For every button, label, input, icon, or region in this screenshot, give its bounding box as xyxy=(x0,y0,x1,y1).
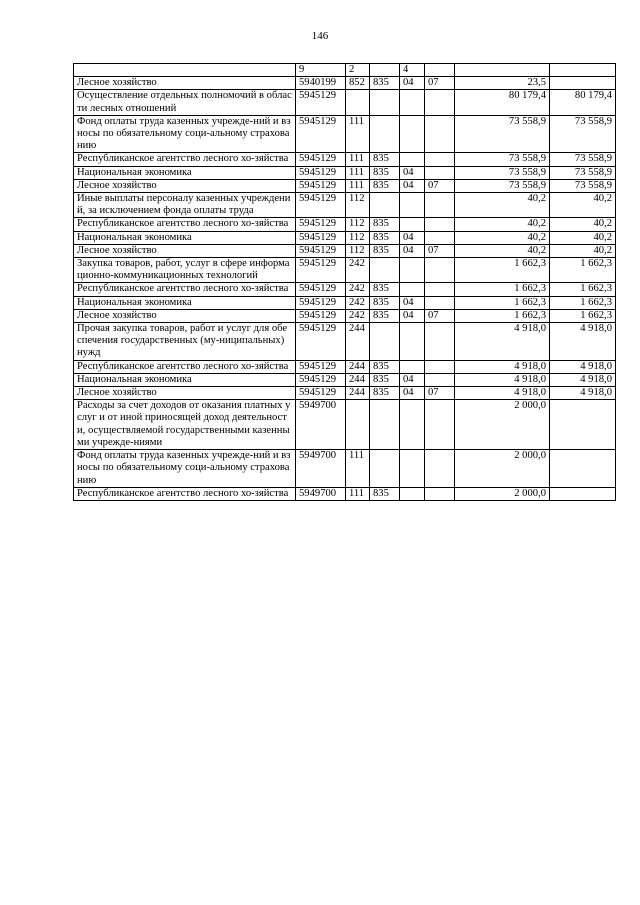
table-row xyxy=(74,193,616,218)
cell-sum-1: 73 558,9 xyxy=(455,153,550,166)
cell-expense-type: 242 xyxy=(346,309,370,322)
cell-expense-type xyxy=(346,400,370,450)
cell-target-article: 5945129 xyxy=(296,296,346,309)
cell-name: Прочая закупка товаров, работ и услуг для обеспечения государственных (му-ниципальных) нужд xyxy=(74,323,296,361)
cell-target-article: 5945129 xyxy=(296,218,346,231)
cell-section xyxy=(400,258,425,283)
cell-sum-1: 73 558,9 xyxy=(455,115,550,153)
cell-subsection xyxy=(425,323,455,361)
cell-sum-1: 40,2 xyxy=(455,244,550,257)
cell-expense-type: 111 xyxy=(346,153,370,166)
cell-sum-2: 73 558,9 xyxy=(550,179,616,192)
cell-expense-type: 242 xyxy=(346,283,370,296)
cell-target-article: 5945129 xyxy=(296,283,346,296)
cell-subsection xyxy=(425,231,455,244)
cell-sum-2 xyxy=(550,400,616,450)
cell-section: 04 xyxy=(400,387,425,400)
cell-target-article: 5945129 xyxy=(296,323,346,361)
cell-sum-1: 4 918,0 xyxy=(455,387,550,400)
cell-subsection xyxy=(425,296,455,309)
cell-target-article: 5945129 xyxy=(296,166,346,179)
cell-sum-2 xyxy=(550,77,616,90)
table-row xyxy=(74,90,616,115)
cell-section: 04 xyxy=(400,179,425,192)
table-row xyxy=(74,373,616,386)
cell-target-article: 5945129 xyxy=(296,244,346,257)
cell-sum-2 xyxy=(550,64,616,77)
cell-expense-type: 242 xyxy=(346,258,370,283)
cell-administrator: 835 xyxy=(370,387,400,400)
cell-expense-type: 111 xyxy=(346,179,370,192)
cell-subsection: 07 xyxy=(425,244,455,257)
cell-section xyxy=(400,400,425,450)
cell-section: 04 xyxy=(400,77,425,90)
cell-administrator xyxy=(370,400,400,450)
cell-sum-1 xyxy=(455,64,550,77)
cell-sum-1: 40,2 xyxy=(455,193,550,218)
cell-section: 04 xyxy=(400,309,425,322)
cell-target-article: 5945129 xyxy=(296,153,346,166)
cell-sum-2: 4 918,0 xyxy=(550,373,616,386)
cell-target-article: 5945129 xyxy=(296,387,346,400)
cell-administrator xyxy=(370,115,400,153)
cell-sum-1: 73 558,9 xyxy=(455,166,550,179)
cell-name: Осуществление отдельных полномочий в области лесных отношений xyxy=(74,90,296,115)
cell-target-article: 5949700 xyxy=(296,400,346,450)
cell-target-article: 5945129 xyxy=(296,193,346,218)
cell-name: Республиканское агентство лесного хо-зяйства xyxy=(74,283,296,296)
table-row xyxy=(74,166,616,179)
cell-administrator xyxy=(370,450,400,488)
cell-name: Национальная экономика xyxy=(74,373,296,386)
cell-administrator: 835 xyxy=(370,77,400,90)
cell-section xyxy=(400,487,425,500)
cell-sum-1: 23,5 xyxy=(455,77,550,90)
cell-subsection: 07 xyxy=(425,77,455,90)
cell-name: Лесное хозяйство xyxy=(74,244,296,257)
cell-expense-type: 852 xyxy=(346,77,370,90)
cell-name: Лесное хозяйство xyxy=(74,77,296,90)
cell-subsection xyxy=(425,258,455,283)
table-row xyxy=(74,218,616,231)
table-row xyxy=(74,450,616,488)
cell-subsection xyxy=(425,450,455,488)
cell-sum-2: 1 662,3 xyxy=(550,283,616,296)
cell-target-article: 5945129 xyxy=(296,231,346,244)
cell-target-article: 9 xyxy=(296,64,346,77)
cell-name: Фонд оплаты труда казенных учрежде-ний и взносы по обязательному соци-альному страхованию xyxy=(74,115,296,153)
cell-expense-type: 2 xyxy=(346,64,370,77)
cell-target-article: 5945129 xyxy=(296,309,346,322)
table-row xyxy=(74,309,616,322)
table-row xyxy=(74,387,616,400)
cell-section: 04 xyxy=(400,231,425,244)
cell-sum-2: 4 918,0 xyxy=(550,387,616,400)
cell-name: Республиканское агентство лесного хо-зяйства xyxy=(74,218,296,231)
cell-sum-1: 1 662,3 xyxy=(455,309,550,322)
cell-sum-2: 40,2 xyxy=(550,193,616,218)
cell-section: 04 xyxy=(400,373,425,386)
cell-sum-1: 4 918,0 xyxy=(455,323,550,361)
cell-administrator: 835 xyxy=(370,283,400,296)
table-row xyxy=(74,487,616,500)
cell-section: 4 xyxy=(400,64,425,77)
cell-name: Фонд оплаты труда казенных учрежде-ний и взносы по обязательному соци-альному страхованию xyxy=(74,450,296,488)
cell-administrator xyxy=(370,90,400,115)
cell-sum-1: 4 918,0 xyxy=(455,360,550,373)
cell-administrator xyxy=(370,258,400,283)
cell-expense-type: 112 xyxy=(346,193,370,218)
cell-sum-2: 40,2 xyxy=(550,244,616,257)
cell-sum-2: 73 558,9 xyxy=(550,166,616,179)
cell-section xyxy=(400,218,425,231)
cell-section xyxy=(400,323,425,361)
table-row xyxy=(74,231,616,244)
cell-section xyxy=(400,153,425,166)
table-row xyxy=(74,360,616,373)
cell-expense-type: 111 xyxy=(346,115,370,153)
table-row xyxy=(74,323,616,361)
budget-table xyxy=(73,63,616,501)
cell-section xyxy=(400,283,425,296)
table-row xyxy=(74,296,616,309)
cell-subsection: 07 xyxy=(425,309,455,322)
cell-subsection xyxy=(425,218,455,231)
cell-sum-1: 2 000,0 xyxy=(455,487,550,500)
cell-section: 04 xyxy=(400,296,425,309)
cell-section xyxy=(400,360,425,373)
cell-sum-2: 1 662,3 xyxy=(550,296,616,309)
cell-administrator: 835 xyxy=(370,487,400,500)
cell-administrator: 835 xyxy=(370,218,400,231)
table-row xyxy=(74,258,616,283)
table-row xyxy=(74,153,616,166)
cell-expense-type: 244 xyxy=(346,373,370,386)
cell-sum-2: 1 662,3 xyxy=(550,258,616,283)
cell-section: 04 xyxy=(400,166,425,179)
cell-name: Расходы за счет доходов от оказания платных услуг и от иной приносящей доход деятельности, осуществляемой государственными казенными учрежде-ниями xyxy=(74,400,296,450)
cell-subsection xyxy=(425,360,455,373)
table-row xyxy=(74,77,616,90)
cell-target-article: 5949700 xyxy=(296,450,346,488)
cell-subsection xyxy=(425,64,455,77)
table-row xyxy=(74,244,616,257)
cell-name: Республиканское агентство лесного хо-зяйства xyxy=(74,153,296,166)
cell-target-article: 5949700 xyxy=(296,487,346,500)
cell-subsection xyxy=(425,115,455,153)
cell-sum-2: 40,2 xyxy=(550,231,616,244)
table-body xyxy=(74,64,616,501)
cell-expense-type: 112 xyxy=(346,231,370,244)
cell-administrator xyxy=(370,323,400,361)
cell-subsection xyxy=(425,193,455,218)
cell-sum-2 xyxy=(550,487,616,500)
cell-subsection: 07 xyxy=(425,179,455,192)
cell-name: Закупка товаров, работ, услуг в сфере информационно-коммуникационных технологий xyxy=(74,258,296,283)
cell-sum-1: 1 662,3 xyxy=(455,258,550,283)
cell-expense-type: 112 xyxy=(346,244,370,257)
cell-administrator: 835 xyxy=(370,296,400,309)
cell-target-article: 5945129 xyxy=(296,373,346,386)
cell-sum-1: 73 558,9 xyxy=(455,179,550,192)
cell-expense-type: 112 xyxy=(346,218,370,231)
cell-administrator xyxy=(370,64,400,77)
table-row xyxy=(74,400,616,450)
cell-expense-type: 242 xyxy=(346,296,370,309)
cell-administrator: 835 xyxy=(370,244,400,257)
cell-expense-type: 244 xyxy=(346,323,370,361)
cell-expense-type: 244 xyxy=(346,360,370,373)
cell-expense-type: 111 xyxy=(346,166,370,179)
cell-name: Лесное хозяйство xyxy=(74,309,296,322)
cell-administrator: 835 xyxy=(370,309,400,322)
cell-sum-2: 73 558,9 xyxy=(550,115,616,153)
cell-administrator: 835 xyxy=(370,166,400,179)
cell-target-article: 5945129 xyxy=(296,258,346,283)
cell-administrator xyxy=(370,193,400,218)
page-number: 146 xyxy=(311,30,329,42)
cell-subsection xyxy=(425,487,455,500)
cell-sum-1: 2 000,0 xyxy=(455,400,550,450)
cell-subsection xyxy=(425,166,455,179)
cell-expense-type: 244 xyxy=(346,387,370,400)
cell-subsection xyxy=(425,283,455,296)
table-row xyxy=(74,115,616,153)
cell-sum-1: 80 179,4 xyxy=(455,90,550,115)
cell-subsection xyxy=(425,373,455,386)
cell-expense-type: 111 xyxy=(346,450,370,488)
cell-sum-1: 40,2 xyxy=(455,218,550,231)
cell-sum-2: 1 662,3 xyxy=(550,309,616,322)
cell-sum-1: 2 000,0 xyxy=(455,450,550,488)
cell-administrator: 835 xyxy=(370,360,400,373)
cell-administrator: 835 xyxy=(370,153,400,166)
table-row xyxy=(74,283,616,296)
cell-administrator: 835 xyxy=(370,373,400,386)
cell-section xyxy=(400,450,425,488)
cell-target-article: 5945129 xyxy=(296,115,346,153)
cell-section xyxy=(400,193,425,218)
cell-target-article: 5940199 xyxy=(296,77,346,90)
cell-name: Национальная экономика xyxy=(74,296,296,309)
cell-expense-type xyxy=(346,90,370,115)
cell-name xyxy=(74,64,296,77)
cell-subsection xyxy=(425,153,455,166)
cell-name: Национальная экономика xyxy=(74,231,296,244)
cell-section xyxy=(400,115,425,153)
cell-sum-2: 73 558,9 xyxy=(550,153,616,166)
cell-sum-2: 4 918,0 xyxy=(550,323,616,361)
cell-subsection: 07 xyxy=(425,387,455,400)
cell-name: Лесное хозяйство xyxy=(74,179,296,192)
cell-section xyxy=(400,90,425,115)
table-row xyxy=(74,179,616,192)
cell-sum-2: 4 918,0 xyxy=(550,360,616,373)
cell-administrator: 835 xyxy=(370,179,400,192)
cell-sum-1: 4 918,0 xyxy=(455,373,550,386)
cell-sum-2: 80 179,4 xyxy=(550,90,616,115)
cell-administrator: 835 xyxy=(370,231,400,244)
cell-target-article: 5945129 xyxy=(296,90,346,115)
cell-target-article: 5945129 xyxy=(296,179,346,192)
cell-expense-type: 111 xyxy=(346,487,370,500)
cell-sum-1: 40,2 xyxy=(455,231,550,244)
cell-section: 04 xyxy=(400,244,425,257)
cell-name: Национальная экономика xyxy=(74,166,296,179)
cell-name: Республиканское агентство лесного хо-зяйства xyxy=(74,487,296,500)
cell-target-article: 5945129 xyxy=(296,360,346,373)
cell-sum-2: 40,2 xyxy=(550,218,616,231)
table-row xyxy=(74,64,616,77)
cell-subsection xyxy=(425,90,455,115)
cell-sum-1: 1 662,3 xyxy=(455,283,550,296)
cell-name: Лесное хозяйство xyxy=(74,387,296,400)
cell-sum-1: 1 662,3 xyxy=(455,296,550,309)
cell-name: Республиканское агентство лесного хо-зяйства xyxy=(74,360,296,373)
cell-sum-2 xyxy=(550,450,616,488)
cell-name: Иные выплаты персоналу казенных учреждений, за исключением фонда оплаты труда xyxy=(74,193,296,218)
cell-subsection xyxy=(425,400,455,450)
